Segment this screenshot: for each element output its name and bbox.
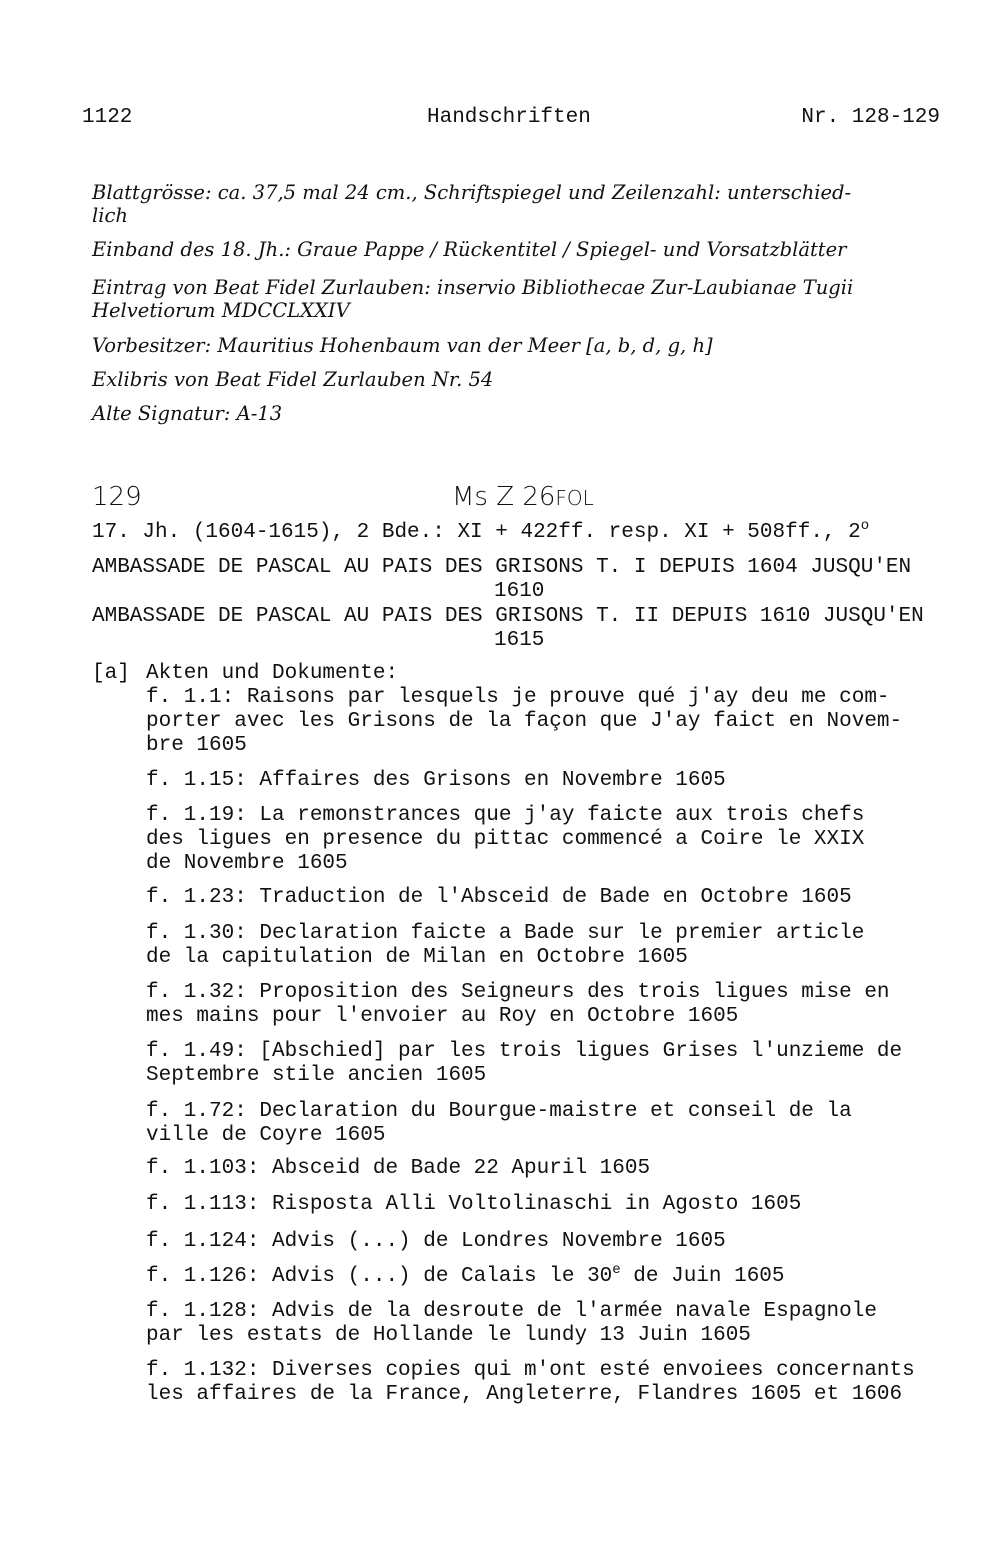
item-line: f. 1.23: Traduction de l'Absceid de Bade en Octobre 1605 — [146, 886, 852, 909]
item-128 — [146, 1300, 877, 1348]
title-1-line-2: 1610 — [494, 580, 545, 603]
item-line: f. 1.32: Proposition des Seigneurs des trois ligues mise en — [146, 981, 890, 1004]
item-line: ville de Coyre 1605 — [146, 1124, 386, 1147]
meta-old-signature-line: Alte Signatur: A-13 — [92, 402, 283, 425]
item-126 — [146, 1262, 785, 1289]
meta-prev-owner — [92, 334, 952, 357]
entry-heading — [92, 482, 992, 518]
item-103 — [146, 1157, 650, 1181]
item-line — [146, 1262, 785, 1289]
item-line: f. 1.132: Diverses copies qui m'ont esté envoiees concernants — [146, 1359, 915, 1382]
meta-format-line-2: lich — [92, 204, 128, 227]
item-line: les affaires de la France, Angleterre, Flandres 1605 et 1606 — [146, 1383, 903, 1406]
meta-format-line-1: Blattgrösse: ca. 37,5 mal 24 cm., Schriftspiegel und Zeilenzahl: unterschied- — [92, 181, 852, 204]
signature-format: FOL — [555, 486, 594, 510]
item-126-tail: de Juin 1605 — [620, 1265, 785, 1288]
meta-old-signature — [92, 402, 952, 425]
item-126-sup: e — [612, 1262, 621, 1278]
signature-text: Ms Z 26 — [452, 482, 556, 512]
item-line: par les estats de Hollande le lundy 13 Juin 1605 — [146, 1324, 751, 1347]
running-header — [82, 106, 940, 132]
section-title: Akten und Dokumente: — [146, 662, 399, 685]
title-2-line-2: 1615 — [494, 629, 545, 652]
title-1-line-1: AMBASSADE DE PASCAL AU PAIS DES GRISONS T. I DEPUIS 1604 JUSQU'EN — [92, 556, 912, 579]
item-124 — [146, 1230, 726, 1254]
header-title: Handschriften — [427, 106, 591, 129]
item-line: des ligues en presence du pittac commencé a Coire le XXIX — [146, 828, 865, 851]
item-line: mes mains pour l'envoier au Roy en Octobre 1605 — [146, 1005, 739, 1028]
entry-number: 129 — [92, 482, 142, 512]
item-1 — [146, 686, 902, 758]
item-line: f. 1.113: Risposta Alli Voltolinaschi in Agosto 1605 — [146, 1193, 802, 1216]
item-line: f. 1.49: [Abschied] par les trois ligues Grises l'unzieme de — [146, 1040, 903, 1063]
item-line: f. 1.19: La remonstrances que j'ay faicte aux trois chefs — [146, 804, 865, 827]
dating-sup: o — [860, 518, 870, 534]
item-line: f. 1.1: Raisons par lesquels je prouve qué j'ay deu me com- — [146, 686, 890, 709]
page-number: 1122 — [82, 106, 133, 129]
entry-signature — [452, 482, 594, 512]
meta-binding — [92, 238, 952, 261]
item-19 — [146, 804, 864, 876]
item-line: f. 1.72: Declaration du Bourgue-maistre et conseil de la — [146, 1100, 852, 1123]
meta-entry — [92, 276, 952, 322]
item-line: f. 1.15: Affaires des Grisons en Novembre 1605 — [146, 769, 726, 792]
item-line: f. 1.124: Advis (...) de Londres Novembre 1605 — [146, 1230, 726, 1253]
meta-entry-line-2: Helvetiorum MDCCLXXIV — [92, 299, 350, 322]
item-line: f. 1.103: Absceid de Bade 22 Apuril 1605 — [146, 1157, 651, 1180]
entry-dating — [92, 518, 870, 545]
item-32 — [146, 981, 890, 1029]
item-72 — [146, 1100, 852, 1148]
item-line: de Novembre 1605 — [146, 852, 348, 875]
item-line: bre 1605 — [146, 734, 247, 757]
item-15 — [146, 769, 726, 793]
meta-exlibris — [92, 368, 952, 391]
item-line: de la capitulation de Milan en Octobre 1605 — [146, 946, 688, 969]
item-30 — [146, 922, 864, 970]
meta-entry-line-1: Eintrag von Beat Fidel Zurlauben: inservio Bibliothecae Zur-Laubianae Tugii — [92, 276, 854, 299]
meta-exlibris-line: Exlibris von Beat Fidel Zurlauben Nr. 54 — [92, 368, 494, 391]
item-113 — [146, 1193, 801, 1217]
item-line: f. 1.30: Declaration faicte a Bade sur le premier article — [146, 922, 865, 945]
title-2-line-1: AMBASSADE DE PASCAL AU PAIS DES GRISONS T. II DEPUIS 1610 JUSQU'EN — [92, 605, 924, 628]
item-132 — [146, 1359, 915, 1407]
header-range: Nr. 128-129 — [801, 106, 940, 129]
item-126-text: f. 1.126: Advis (...) de Calais le 30 — [146, 1265, 613, 1288]
item-line: f. 1.128: Advis de la desroute de l'armée navale Espagnole — [146, 1300, 877, 1323]
item-line: Septembre stile ancien 1605 — [146, 1064, 487, 1087]
section-label: [a] — [92, 662, 130, 685]
dating-text: 17. Jh. (1604-1615), 2 Bde.: XI + 422ff. resp. XI + 508ff., 2 — [92, 521, 861, 544]
meta-prev-owner-line: Vorbesitzer: Mauritius Hohenbaum van der Meer [a, b, d, g, h] — [92, 334, 713, 357]
meta-binding-line: Einband des 18. Jh.: Graue Pappe / Rückentitel / Spiegel- und Vorsatzblätter — [92, 238, 847, 261]
item-49 — [146, 1040, 902, 1088]
item-line: porter avec les Grisons de la façon que J'ay faict en Novem- — [146, 710, 903, 733]
item-23 — [146, 886, 852, 910]
meta-format — [92, 181, 952, 227]
